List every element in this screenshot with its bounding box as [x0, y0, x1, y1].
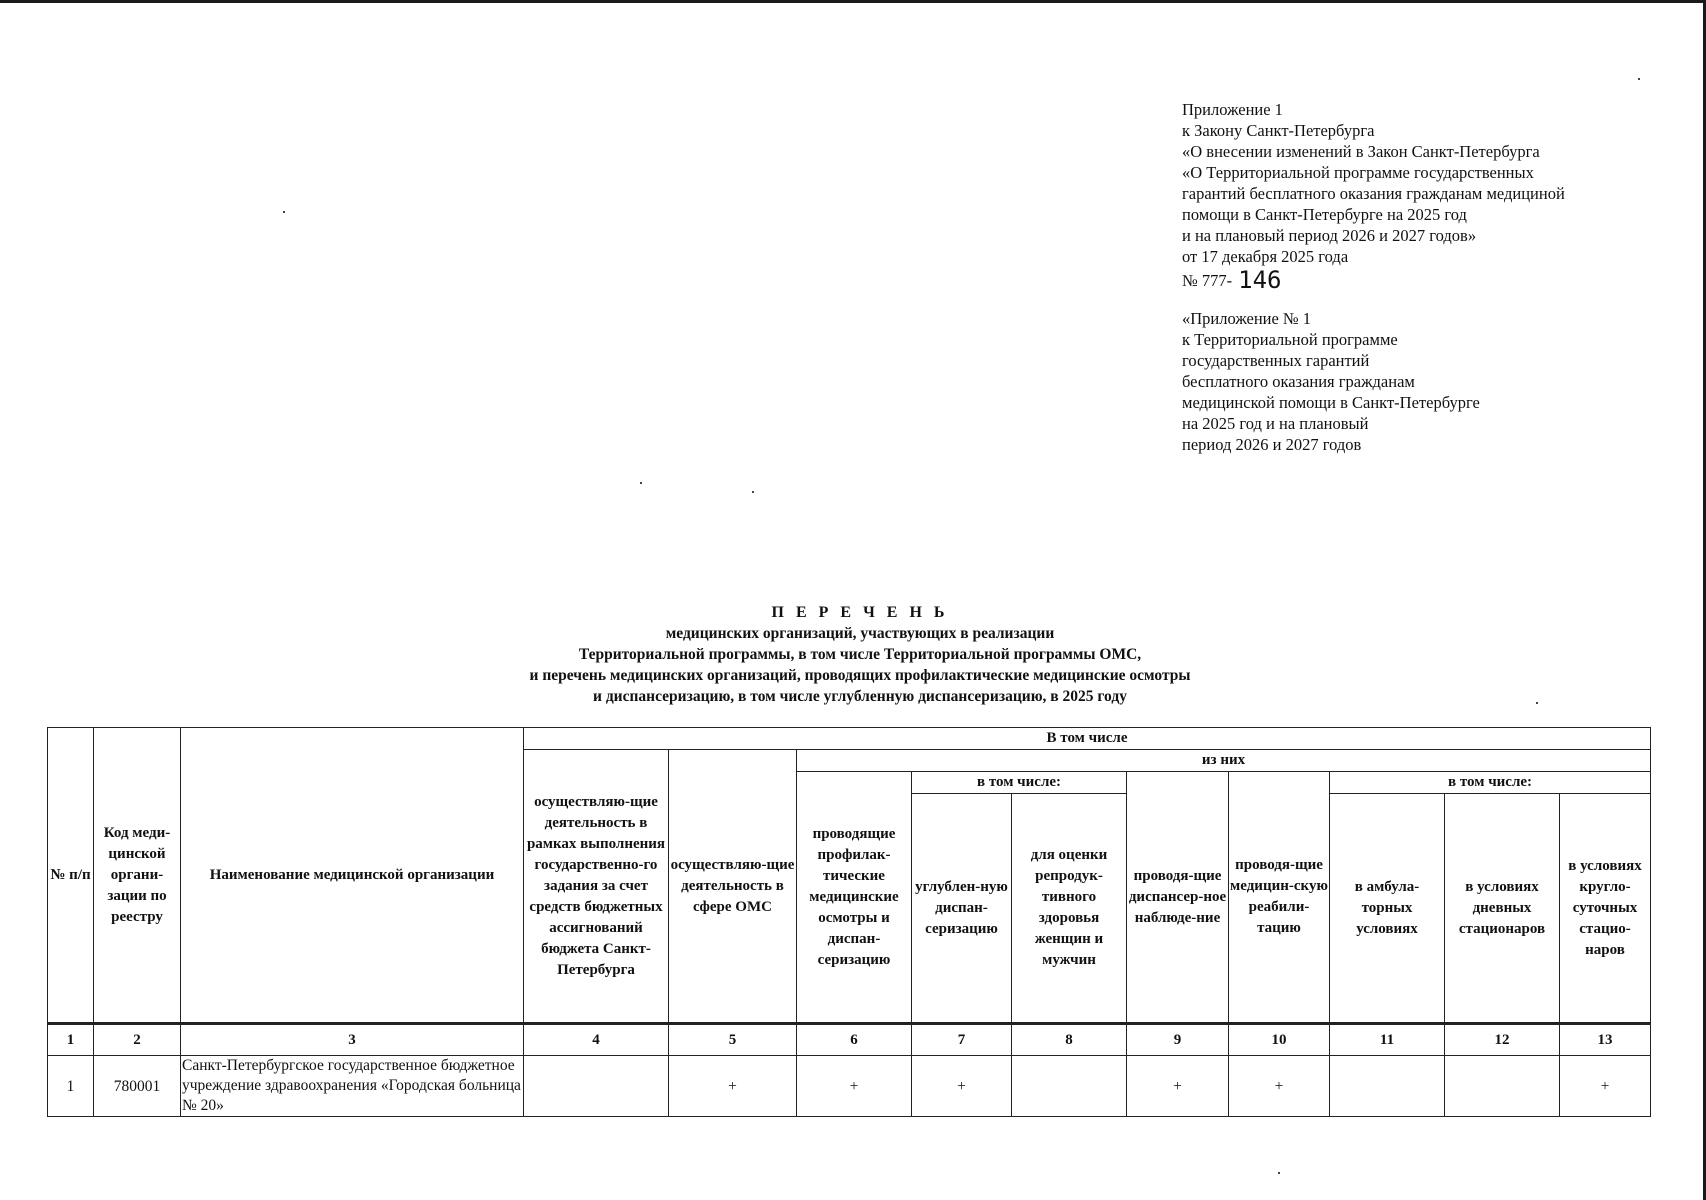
cell-prof: + [797, 1056, 912, 1117]
column-numbers-row [48, 1024, 1651, 1056]
column-number: 2 [94, 1024, 181, 1056]
header-oms: осуществляю-щие деятельность в сфере ОМС [669, 750, 797, 1024]
scan-top-edge [0, 0, 1706, 3]
column-number: 4 [524, 1024, 669, 1056]
header-prof: проводящие профилак-тические медицинские осмотры и диспан-серизацию [797, 772, 912, 1024]
title-line: медицинских организаций, участвующих в реализации [665, 625, 1055, 642]
column-number: 10 [1229, 1024, 1330, 1056]
cell-rehab: + [1229, 1056, 1330, 1117]
cell-day [1445, 1056, 1560, 1117]
column-number: 5 [669, 1024, 797, 1056]
cell-repro [1012, 1056, 1127, 1117]
header-amb: в амбула-торных условиях [1330, 794, 1445, 1024]
header-code: Код меди-цинской органи-зации по реестру [94, 728, 181, 1024]
header-name: Наименование медицинской организации [181, 728, 524, 1024]
header-deep: углублен-ную диспан-серизацию [912, 794, 1012, 1024]
column-number: 12 [1445, 1024, 1560, 1056]
header-day: в условиях дневных стационаров [1445, 794, 1560, 1024]
cell-disp: + [1127, 1056, 1229, 1117]
appendix-header [1182, 99, 1652, 294]
cell-name: Санкт-Петербургское государственное бюджетное учреждение здравоохранения «Городская больница № 20» [181, 1056, 524, 1117]
title-line: и перечень медицинских организаций, проводящих профилактические медицинские осмотры [529, 667, 1191, 684]
scan-speck [283, 211, 285, 213]
column-number: 3 [181, 1024, 524, 1056]
law-number-handwritten: 146 [1238, 266, 1282, 294]
appendix-ref-line: «Приложение № 1 [1182, 309, 1312, 328]
scan-speck [752, 491, 754, 493]
appendix-ref-line: к Территориальной программе [1182, 330, 1398, 349]
column-number: 11 [1330, 1024, 1445, 1056]
appendix-reference [1182, 308, 1652, 455]
appendix-ref-line: бесплатного оказания гражданам [1182, 372, 1415, 391]
title-line: Территориальной программы, в том числе Территориальной программы ОМС, [578, 646, 1142, 663]
appendix-line: «О внесении изменений в Закон Санкт-Петербурга [1182, 142, 1540, 161]
cell-num: 1 [48, 1056, 94, 1117]
column-number: 13 [1560, 1024, 1651, 1056]
cell-amb [1330, 1056, 1445, 1117]
appendix-ref-line: медицинской помощи в Санкт-Петербурге [1182, 393, 1480, 412]
law-number-prefix: № 777- [1182, 271, 1233, 290]
header-budget: осуществляю-щие деятельность в рамках выполнения государственно-го задания за счет средств бюджетных ассигнований бюджета Санкт-Петербурга [524, 750, 669, 1024]
header-repro: для оценки репродук-тивного здоровья женщин и мужчин [1012, 794, 1127, 1024]
appendix-line: от 17 декабря 2025 года [1182, 247, 1349, 266]
column-number: 7 [912, 1024, 1012, 1056]
document-title [380, 602, 1340, 707]
appendix-line: «О Территориальной программе государственных [1182, 163, 1534, 182]
scan-speck [1278, 1172, 1280, 1174]
appendix-line: и на плановый период 2026 и 2027 годов» [1182, 226, 1477, 245]
column-number: 1 [48, 1024, 94, 1056]
cell-code: 780001 [94, 1056, 181, 1117]
scan-speck [1536, 702, 1538, 704]
appendix-ref-line: на 2025 год и на плановый [1182, 414, 1369, 433]
scan-speck [640, 482, 642, 484]
header-incl-1: в том числе: [912, 772, 1127, 794]
column-number: 8 [1012, 1024, 1127, 1056]
cell-oms: + [669, 1056, 797, 1117]
header-of-them: из них [797, 750, 1651, 772]
organizations-table [47, 727, 1651, 1117]
title-line: и диспансеризацию, в том числе углубленную диспансеризацию, в 2025 году [593, 688, 1127, 705]
table-row [48, 1056, 1651, 1117]
column-number: 9 [1127, 1024, 1229, 1056]
appendix-ref-line: государственных гарантий [1182, 351, 1370, 370]
header-in-total: В том числе [524, 728, 1651, 750]
appendix-ref-line: период 2026 и 2027 годов [1182, 435, 1362, 454]
appendix-line: к Закону Санкт-Петербурга [1182, 121, 1375, 140]
law-number [1182, 266, 1652, 294]
cell-budget [524, 1056, 669, 1117]
scan-speck [1638, 78, 1640, 80]
appendix-line: помощи в Санкт-Петербурге на 2025 год [1182, 205, 1467, 224]
cell-round: + [1560, 1056, 1651, 1117]
title-main: П Е Р Е Ч Е Н Ь [771, 604, 949, 621]
header-rehab: проводя-щие медицин-скую реабили-тацию [1229, 772, 1330, 1024]
cell-deep: + [912, 1056, 1012, 1117]
column-number: 6 [797, 1024, 912, 1056]
appendix-line: гарантий бесплатного оказания гражданам медициной [1182, 184, 1565, 203]
appendix-line: Приложение 1 [1182, 100, 1283, 119]
header-disp: проводя-щие диспансер-ное наблюде-ние [1127, 772, 1229, 1024]
header-incl-2: в том числе: [1330, 772, 1651, 794]
header-num: № п/п [48, 728, 94, 1024]
header-round: в условиях кругло-суточных стацио-наров [1560, 794, 1651, 1024]
